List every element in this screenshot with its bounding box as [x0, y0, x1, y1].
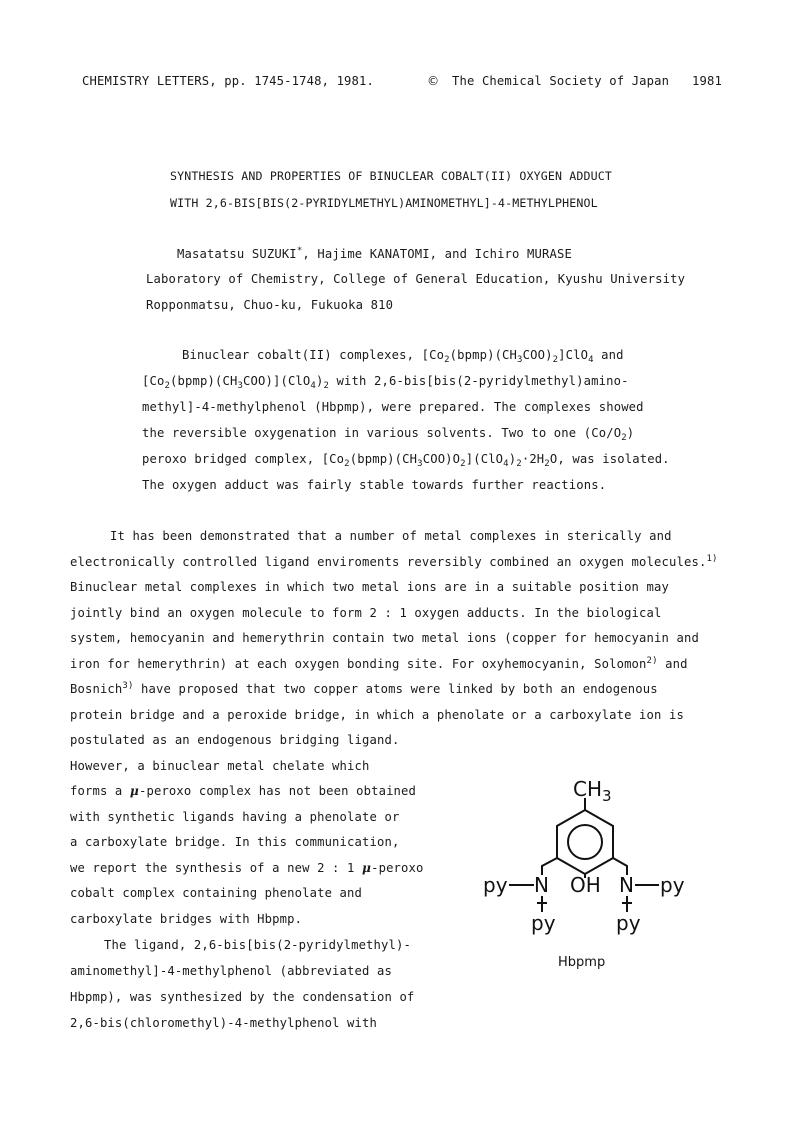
abstract-text: ): [626, 426, 635, 440]
body-line-9: postulated as an endogenous bridging ligand.: [70, 733, 400, 747]
mu-symbol: μ: [129, 784, 139, 798]
right-py-label: py: [660, 873, 685, 897]
left-py-label: py: [483, 873, 508, 897]
body-line-2: [70, 554, 718, 570]
abstract-text: O, was isolated.: [549, 452, 670, 466]
body-line-10: However, a binuclear metal chelate which: [70, 759, 370, 773]
body-text: electronically controlled ligand enviroments reversibly combined an oxygen molecules.: [70, 555, 707, 569]
body-text: we report the synthesis of a new 2 : 1: [70, 861, 363, 875]
benzene-ring: [557, 810, 613, 874]
society-name: The Chemical Society of Japan: [452, 74, 670, 88]
abstract-text: [Co: [142, 374, 165, 388]
subscript: 2: [164, 381, 171, 391]
right-n-label: N: [619, 873, 634, 897]
body-line-5: system, hemocyanin and hemerythrin contain two metal ions (copper for hemocyanin and: [70, 631, 699, 645]
body-text: Bosnich: [70, 682, 123, 696]
body-line-12: with synthetic ligands having a phenolate or: [70, 810, 400, 824]
subscript: 4: [310, 381, 316, 391]
body-line-15: cobalt complex containing phenolate and: [70, 886, 363, 900]
authors-line: [177, 246, 572, 262]
subscript: 3: [417, 459, 423, 469]
abstract-line-6: The oxygen adduct was fairly stable towards further reactions.: [142, 478, 607, 492]
header-year: 1981: [692, 74, 722, 88]
abstract-text: Binuclear cobalt(II) complexes, [Co: [182, 348, 445, 362]
abstract-text: COO): [522, 348, 553, 362]
abstract-text: ): [315, 374, 324, 388]
abstract-line-3: methyl]-4-methylphenol (Hbpmp), were prepared. The complexes showed: [142, 400, 644, 414]
body-line-3: Binuclear metal complexes in which two metal ions are in a suitable position may: [70, 580, 669, 594]
abstract-text: ·2H: [521, 452, 545, 466]
body-text: -peroxo complex has not been obtained: [138, 784, 417, 798]
body-text: have proposed that two copper atoms were linked by both an endogenous: [133, 682, 658, 696]
body-line-11: [70, 783, 416, 799]
figure-caption: Hbpmp: [558, 955, 606, 970]
corresponding-mark: *: [296, 246, 303, 256]
affiliation-line-1: Laboratory of Chemistry, College of General Education, Kyushu University: [146, 272, 686, 286]
abstract-text: and: [593, 348, 624, 362]
subscript: 2: [552, 355, 559, 365]
abstract-text: ]ClO: [558, 348, 589, 362]
subscript: 4: [503, 459, 509, 469]
author-rest: , Hajime KANATOMI, and Ichiro MURASE: [302, 247, 572, 261]
body-line-6: [70, 656, 688, 672]
abstract-line-1: [182, 347, 624, 363]
abstract-text: (bpmp)(CH: [449, 348, 518, 362]
journal-citation: CHEMISTRY LETTERS, pp. 1745-1748, 1981.: [82, 74, 375, 88]
body-text: forms a: [70, 784, 130, 798]
body-line-20: 2,6-bis(chloromethyl)-4-methylphenol with: [70, 1016, 377, 1030]
left-n-label: N: [534, 873, 549, 897]
subscript: 2: [544, 459, 550, 469]
abstract-text: (bpmp)(CH: [170, 374, 238, 388]
abstract-text: the reversible oxygenation in various solvents. Two to one (Co/O: [142, 426, 622, 440]
abstract-text: peroxo bridged complex, [Co: [142, 452, 345, 466]
body-line-1: It has been demonstrated that a number of metal complexes in sterically and: [110, 529, 672, 543]
abstract-text: with 2,6-bis[bis(2-pyridylmethyl)amino-: [329, 374, 629, 388]
abstract-line-5: [142, 451, 670, 467]
abstract-line-4: [142, 425, 634, 441]
body-line-7: [70, 681, 658, 697]
body-text: -peroxo: [371, 861, 424, 875]
body-line-17: The ligand, 2,6-bis[bis(2-pyridylmethyl)-: [104, 938, 411, 952]
body-line-16: carboxylate bridges with Hbpmp.: [70, 912, 303, 926]
abstract-text: COO)O: [422, 452, 461, 466]
body-line-13: a carboxylate bridge. In this communication,: [70, 835, 400, 849]
bottom-right-py-label: py: [616, 911, 641, 935]
subscript: 2: [516, 459, 522, 469]
body-line-19: Hbpmp), was synthesized by the condensation of: [70, 990, 415, 1004]
methyl-label: $CH_3$: [573, 780, 612, 805]
subscript: 2: [444, 355, 450, 365]
body-text: iron for hemerythrin) at each oxygen bonding site. For oxyhemocyanin, Solomon: [70, 657, 647, 671]
subscript: 2: [460, 459, 466, 469]
abstract-text: (bpmp)(CH: [349, 452, 418, 466]
body-line-4: jointly bind an oxygen molecule to form 2 : 1 oxygen adducts. In the biological: [70, 606, 662, 620]
body-line-18: aminomethyl]-4-methylphenol (abbreviated as: [70, 964, 392, 978]
oh-label: OH: [570, 873, 601, 897]
subscript: 2: [344, 459, 350, 469]
reference-mark: 3): [122, 681, 134, 691]
affiliation-line-2: Ropponmatsu, Chuo-ku, Fukuoka 810: [146, 298, 394, 312]
title-line-2: WITH 2,6-BIS[BIS(2-PYRIDYLMETHYL)AMINOMETHYL]-4-METHYLPHENOL: [170, 196, 598, 210]
title-line-1: SYNTHESIS AND PROPERTIES OF BINUCLEAR COBALT(II) OXYGEN ADDUCT: [170, 169, 613, 183]
copyright-symbol: ©: [427, 74, 440, 88]
abstract-text: ): [508, 452, 517, 466]
abstract-text: COO)](ClO: [243, 374, 311, 388]
body-line-14: [70, 860, 424, 876]
body-text: and: [657, 657, 688, 671]
subscript: 3: [517, 355, 523, 365]
subscript: 2: [621, 433, 627, 443]
reference-mark: 2): [646, 656, 658, 666]
bottom-bonds: [537, 896, 632, 912]
author-1: Masatatsu SUZUKI: [177, 247, 297, 261]
subscript: 3: [237, 381, 244, 391]
abstract-line-2: [142, 373, 629, 389]
subscript: 2: [323, 381, 330, 391]
hbpmp-structure-figure: [475, 780, 705, 980]
abstract-text: ](ClO: [465, 452, 504, 466]
subscript: 4: [588, 355, 594, 365]
bottom-left-py-label: py: [531, 911, 556, 935]
reference-mark: 1): [706, 554, 718, 564]
body-line-8: protein bridge and a peroxide bridge, in which a phenolate or a carboxylate ion is: [70, 708, 684, 722]
mu-symbol: μ: [362, 861, 372, 875]
